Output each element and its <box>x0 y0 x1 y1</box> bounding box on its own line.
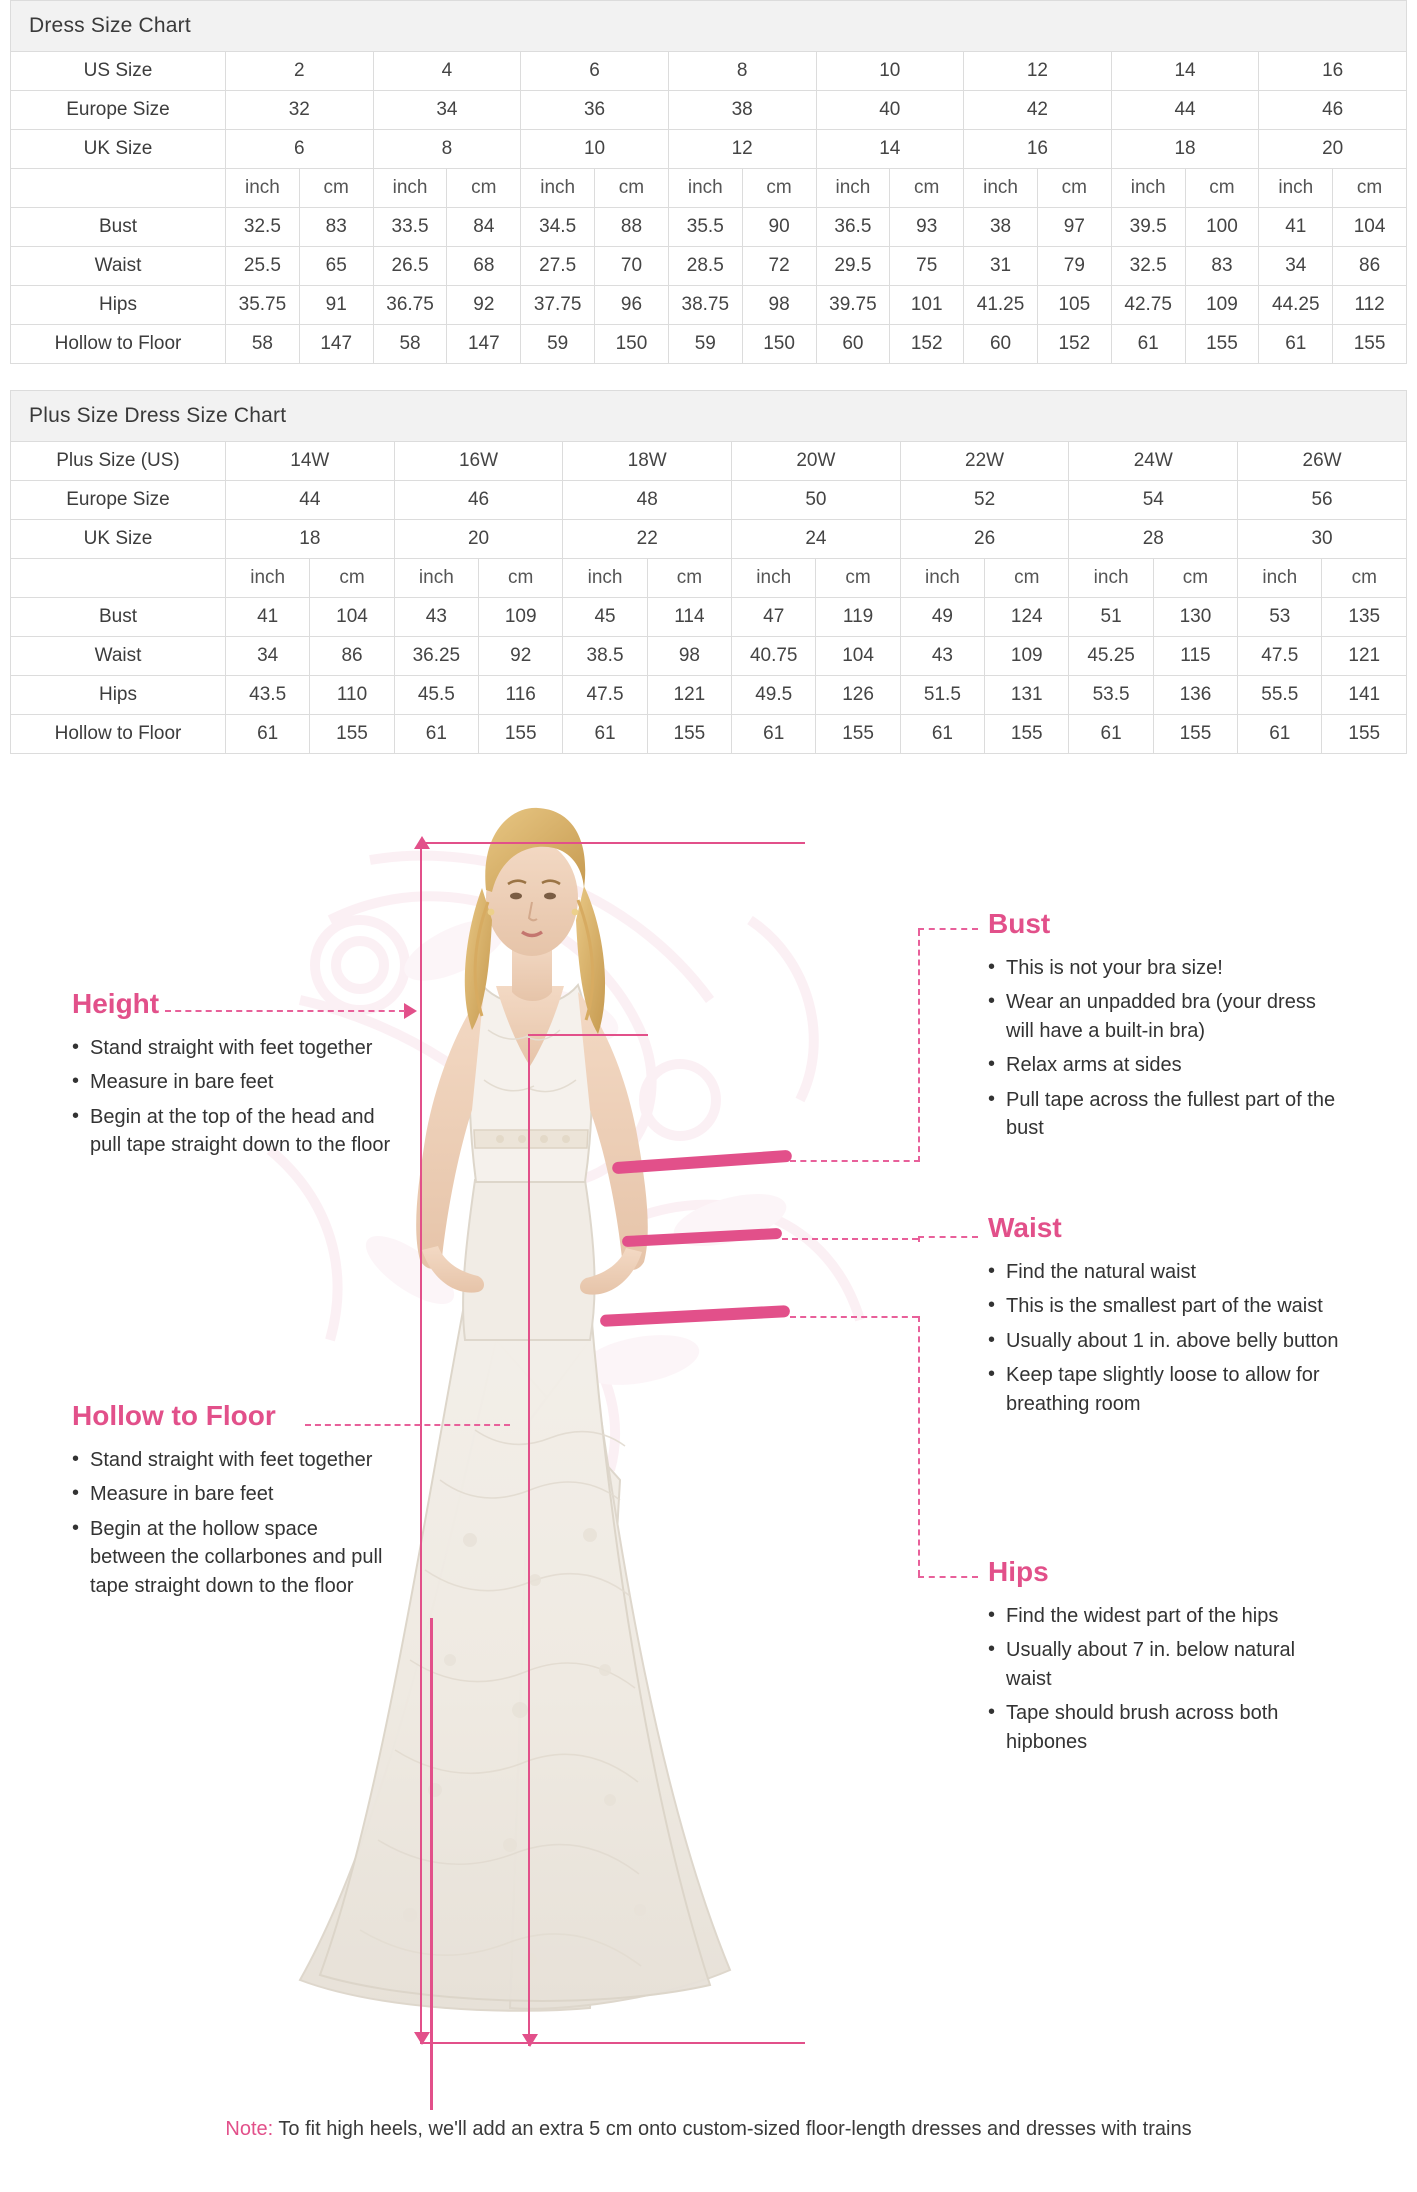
cell: 116 <box>479 676 563 715</box>
measurement-illustration <box>10 780 1407 2110</box>
unit-cell: cm <box>310 559 394 598</box>
cell: 41 <box>226 598 310 637</box>
cell: 61 <box>563 715 647 754</box>
cell: 41 <box>1259 208 1333 247</box>
cell: 31 <box>964 247 1038 286</box>
cell: 61 <box>226 715 310 754</box>
row-label <box>11 559 226 598</box>
row-label: Hips <box>11 286 226 325</box>
unit-cell: cm <box>816 559 900 598</box>
cell: 86 <box>1333 247 1407 286</box>
row-label: Europe Size <box>11 481 226 520</box>
cell: 26 <box>900 520 1069 559</box>
cell: 40 <box>816 91 964 130</box>
cell: 92 <box>479 637 563 676</box>
cell: 34 <box>1259 247 1333 286</box>
cell: 104 <box>310 598 394 637</box>
cell: 55.5 <box>1238 676 1322 715</box>
cell: 147 <box>447 325 521 364</box>
cell: 130 <box>1153 598 1237 637</box>
cell: 39.5 <box>1111 208 1185 247</box>
unit-cell: cm <box>647 559 731 598</box>
cell: 65 <box>299 247 373 286</box>
note-text: To fit high heels, we'll add an extra 5 cm onto custom-sized floor-length dresses and dresses with trains <box>273 2118 1192 2140</box>
cell: 26.5 <box>373 247 447 286</box>
cell: 14 <box>816 130 964 169</box>
cell: 53.5 <box>1069 676 1153 715</box>
cell: 61 <box>1238 715 1322 754</box>
cell: 38 <box>964 208 1038 247</box>
unit-cell: cm <box>1185 169 1259 208</box>
cell: 155 <box>816 715 900 754</box>
dress-size-chart-block <box>10 0 1407 364</box>
list-item: • Find the widest part of the hips <box>988 1602 1338 1630</box>
row-label: US Size <box>11 52 226 91</box>
cell: 61 <box>900 715 984 754</box>
cell: 110 <box>310 676 394 715</box>
unit-cell: cm <box>985 559 1069 598</box>
plus-size-chart-title: Plus Size Dress Size Chart <box>10 390 1407 441</box>
unit-cell: inch <box>964 169 1038 208</box>
unit-cell: cm <box>890 169 964 208</box>
cell: 100 <box>1185 208 1259 247</box>
callout-height-title: Height <box>72 988 160 1019</box>
cell: 36.5 <box>816 208 890 247</box>
cell: 6 <box>226 130 374 169</box>
cell: 46 <box>1259 91 1407 130</box>
list-item: • Usually about 7 in. below natural waist <box>988 1636 1338 1693</box>
cell: 91 <box>299 286 373 325</box>
cell: 155 <box>310 715 394 754</box>
cell: 104 <box>1333 208 1407 247</box>
cell: 135 <box>1322 598 1407 637</box>
list-item: • Stand straight with feet together <box>72 1034 392 1062</box>
cell: 35.5 <box>668 208 742 247</box>
cell: 51 <box>1069 598 1153 637</box>
cell: 155 <box>985 715 1069 754</box>
cell: 16W <box>394 442 563 481</box>
unit-cell: inch <box>521 169 595 208</box>
cell: 98 <box>647 637 731 676</box>
cell: 12 <box>668 130 816 169</box>
cell: 18W <box>563 442 732 481</box>
cell: 109 <box>1185 286 1259 325</box>
cell: 34 <box>373 91 521 130</box>
callout-waist-title: Waist <box>988 1212 1062 1243</box>
cell: 49 <box>900 598 984 637</box>
unit-cell: inch <box>226 559 310 598</box>
cell: 42 <box>964 91 1112 130</box>
list-item: • Relax arms at sides <box>988 1051 1343 1079</box>
cell: 136 <box>1153 676 1237 715</box>
list-item: • Find the natural waist <box>988 1258 1348 1286</box>
cell: 2 <box>226 52 374 91</box>
cell: 147 <box>299 325 373 364</box>
cell: 32.5 <box>1111 247 1185 286</box>
cell: 90 <box>742 208 816 247</box>
unit-cell: inch <box>900 559 984 598</box>
cell: 27.5 <box>521 247 595 286</box>
unit-cell: inch <box>226 169 300 208</box>
cell: 10 <box>521 130 669 169</box>
unit-cell: cm <box>1322 559 1407 598</box>
cell: 58 <box>373 325 447 364</box>
cell: 93 <box>890 208 964 247</box>
cell: 46 <box>394 481 563 520</box>
cell: 24W <box>1069 442 1238 481</box>
cell: 155 <box>1322 715 1407 754</box>
cell: 37.75 <box>521 286 595 325</box>
cell: 38.5 <box>563 637 647 676</box>
unit-cell: inch <box>668 169 742 208</box>
cell: 12 <box>964 52 1112 91</box>
list-item: • This is the smallest part of the waist <box>988 1292 1348 1320</box>
unit-cell: inch <box>373 169 447 208</box>
cell: 38.75 <box>668 286 742 325</box>
cell: 47.5 <box>563 676 647 715</box>
cell: 96 <box>595 286 669 325</box>
cell: 30 <box>1238 520 1407 559</box>
list-item: • Measure in bare feet <box>72 1480 390 1508</box>
cell: 155 <box>1333 325 1407 364</box>
cell: 14W <box>226 442 395 481</box>
cell: 32.5 <box>226 208 300 247</box>
cell: 155 <box>479 715 563 754</box>
list-item: • Begin at the hollow space between the collarbones and pull tape straight down to the floor <box>72 1515 390 1600</box>
cell: 44 <box>1111 91 1259 130</box>
cell: 60 <box>816 325 890 364</box>
unit-cell: inch <box>394 559 478 598</box>
dress-size-chart-title: Dress Size Chart <box>10 0 1407 51</box>
cell: 59 <box>521 325 595 364</box>
cell: 32 <box>226 91 374 130</box>
cell: 58 <box>226 325 300 364</box>
cell: 29.5 <box>816 247 890 286</box>
list-item: • Measure in bare feet <box>72 1068 392 1096</box>
cell: 20 <box>394 520 563 559</box>
cell: 104 <box>816 637 900 676</box>
list-item: • Stand straight with feet together <box>72 1446 390 1474</box>
list-item: • This is not your bra size! <box>988 954 1343 982</box>
cell: 59 <box>668 325 742 364</box>
unit-row <box>11 169 1407 208</box>
row-label: Bust <box>11 598 226 637</box>
unit-cell: cm <box>742 169 816 208</box>
table-row <box>11 286 1407 325</box>
unit-cell: inch <box>732 559 816 598</box>
cell: 92 <box>447 286 521 325</box>
cell: 98 <box>742 286 816 325</box>
cell: 42.75 <box>1111 286 1185 325</box>
cell: 40.75 <box>732 637 816 676</box>
cell: 61 <box>732 715 816 754</box>
cell: 101 <box>890 286 964 325</box>
list-item: • Tape should brush across both hipbones <box>988 1699 1338 1756</box>
cell: 119 <box>816 598 900 637</box>
cell: 150 <box>595 325 669 364</box>
table-row <box>11 520 1407 559</box>
list-item: • Wear an unpadded bra (your dress will have a built-in bra) <box>988 988 1343 1045</box>
plus-size-dress-chart-block <box>10 390 1407 754</box>
cell: 44 <box>226 481 395 520</box>
cell: 61 <box>394 715 478 754</box>
cell: 8 <box>373 130 521 169</box>
cell: 97 <box>1037 208 1111 247</box>
cell: 51.5 <box>900 676 984 715</box>
cell: 112 <box>1333 286 1407 325</box>
cell: 20 <box>1259 130 1407 169</box>
unit-cell: cm <box>447 169 521 208</box>
cell: 33.5 <box>373 208 447 247</box>
cell: 141 <box>1322 676 1407 715</box>
row-label: Waist <box>11 247 226 286</box>
cell: 52 <box>900 481 1069 520</box>
cell: 38 <box>668 91 816 130</box>
cell: 86 <box>310 637 394 676</box>
cell: 50 <box>732 481 901 520</box>
cell: 6 <box>521 52 669 91</box>
callout-hollow-title: Hollow to Floor <box>72 1400 276 1431</box>
cell: 8 <box>668 52 816 91</box>
cell: 121 <box>647 676 731 715</box>
unit-cell: inch <box>816 169 890 208</box>
cell: 22 <box>563 520 732 559</box>
cell: 115 <box>1153 637 1237 676</box>
unit-cell: cm <box>1037 169 1111 208</box>
unit-cell: cm <box>595 169 669 208</box>
cell: 53 <box>1238 598 1322 637</box>
cell: 43 <box>900 637 984 676</box>
cell: 121 <box>1322 637 1407 676</box>
cell: 22W <box>900 442 1069 481</box>
cell: 18 <box>226 520 395 559</box>
row-label: Waist <box>11 637 226 676</box>
cell: 34 <box>226 637 310 676</box>
cell: 14 <box>1111 52 1259 91</box>
cell: 25.5 <box>226 247 300 286</box>
unit-cell: inch <box>1111 169 1185 208</box>
unit-cell: inch <box>1259 169 1333 208</box>
cell: 72 <box>742 247 816 286</box>
table-row <box>11 598 1407 637</box>
unit-cell: cm <box>479 559 563 598</box>
cell: 79 <box>1037 247 1111 286</box>
unit-cell: cm <box>299 169 373 208</box>
list-item: • Pull tape across the fullest part of the bust <box>988 1086 1343 1143</box>
cell: 26W <box>1238 442 1407 481</box>
row-label: UK Size <box>11 520 226 559</box>
cell: 16 <box>1259 52 1407 91</box>
dress-size-chart-table <box>10 51 1407 364</box>
table-row <box>11 91 1407 130</box>
cell: 34.5 <box>521 208 595 247</box>
cell: 109 <box>479 598 563 637</box>
cell: 36 <box>521 91 669 130</box>
cell: 105 <box>1037 286 1111 325</box>
table-row <box>11 637 1407 676</box>
table-row <box>11 481 1407 520</box>
table-row <box>11 208 1407 247</box>
table-row <box>11 325 1407 364</box>
cell: 4 <box>373 52 521 91</box>
row-label: Europe Size <box>11 91 226 130</box>
cell: 61 <box>1259 325 1333 364</box>
table-row <box>11 676 1407 715</box>
list-item: • Keep tape slightly loose to allow for breathing room <box>988 1361 1348 1418</box>
cell: 84 <box>447 208 521 247</box>
cell: 43 <box>394 598 478 637</box>
note-label: Note: <box>225 2118 274 2140</box>
table-row <box>11 130 1407 169</box>
cell: 152 <box>890 325 964 364</box>
cell: 126 <box>816 676 900 715</box>
cell: 88 <box>595 208 669 247</box>
cell: 28.5 <box>668 247 742 286</box>
cell: 47.5 <box>1238 637 1322 676</box>
table-row <box>11 715 1407 754</box>
cell: 54 <box>1069 481 1238 520</box>
unit-cell: inch <box>1238 559 1322 598</box>
cell: 44.25 <box>1259 286 1333 325</box>
cell: 10 <box>816 52 964 91</box>
cell: 18 <box>1111 130 1259 169</box>
row-label: Hollow to Floor <box>11 715 226 754</box>
cell: 61 <box>1111 325 1185 364</box>
cell: 24 <box>732 520 901 559</box>
row-label: Hollow to Floor <box>11 325 226 364</box>
unit-cell: inch <box>563 559 647 598</box>
row-label: Hips <box>11 676 226 715</box>
cell: 16 <box>964 130 1112 169</box>
cell: 109 <box>985 637 1069 676</box>
cell: 83 <box>299 208 373 247</box>
cell: 49.5 <box>732 676 816 715</box>
cell: 131 <box>985 676 1069 715</box>
table-row <box>11 52 1407 91</box>
cell: 56 <box>1238 481 1407 520</box>
cell: 39.75 <box>816 286 890 325</box>
cell: 47 <box>732 598 816 637</box>
cell: 45.5 <box>394 676 478 715</box>
cell: 20W <box>732 442 901 481</box>
cell: 83 <box>1185 247 1259 286</box>
height-guide-line <box>430 1618 433 2110</box>
row-label: Plus Size (US) <box>11 442 226 481</box>
cell: 45 <box>563 598 647 637</box>
cell: 75 <box>890 247 964 286</box>
cell: 61 <box>1069 715 1153 754</box>
list-item: • Begin at the top of the head and pull tape straight down to the floor <box>72 1103 392 1160</box>
unit-row <box>11 559 1407 598</box>
cell: 114 <box>647 598 731 637</box>
cell: 150 <box>742 325 816 364</box>
cell: 124 <box>985 598 1069 637</box>
cell: 36.25 <box>394 637 478 676</box>
cell: 155 <box>647 715 731 754</box>
cell: 43.5 <box>226 676 310 715</box>
cell: 152 <box>1037 325 1111 364</box>
list-item: • Usually about 1 in. above belly button <box>988 1327 1348 1355</box>
table-row <box>11 247 1407 286</box>
unit-cell: cm <box>1153 559 1237 598</box>
row-label: UK Size <box>11 130 226 169</box>
cell: 41.25 <box>964 286 1038 325</box>
cell: 35.75 <box>226 286 300 325</box>
cell: 155 <box>1185 325 1259 364</box>
cell: 28 <box>1069 520 1238 559</box>
plus-size-chart-table <box>10 441 1407 754</box>
row-label <box>11 169 226 208</box>
cell: 68 <box>447 247 521 286</box>
callout-hips-title: Hips <box>988 1556 1049 1587</box>
cell: 48 <box>563 481 732 520</box>
footer-note <box>10 2118 1407 2165</box>
bride-model-image <box>260 780 880 2050</box>
cell: 45.25 <box>1069 637 1153 676</box>
unit-cell: cm <box>1333 169 1407 208</box>
cell: 36.75 <box>373 286 447 325</box>
table-row <box>11 442 1407 481</box>
unit-cell: inch <box>1069 559 1153 598</box>
callout-bust-title: Bust <box>988 908 1051 939</box>
cell: 70 <box>595 247 669 286</box>
cell: 60 <box>964 325 1038 364</box>
cell: 155 <box>1153 715 1237 754</box>
row-label: Bust <box>11 208 226 247</box>
